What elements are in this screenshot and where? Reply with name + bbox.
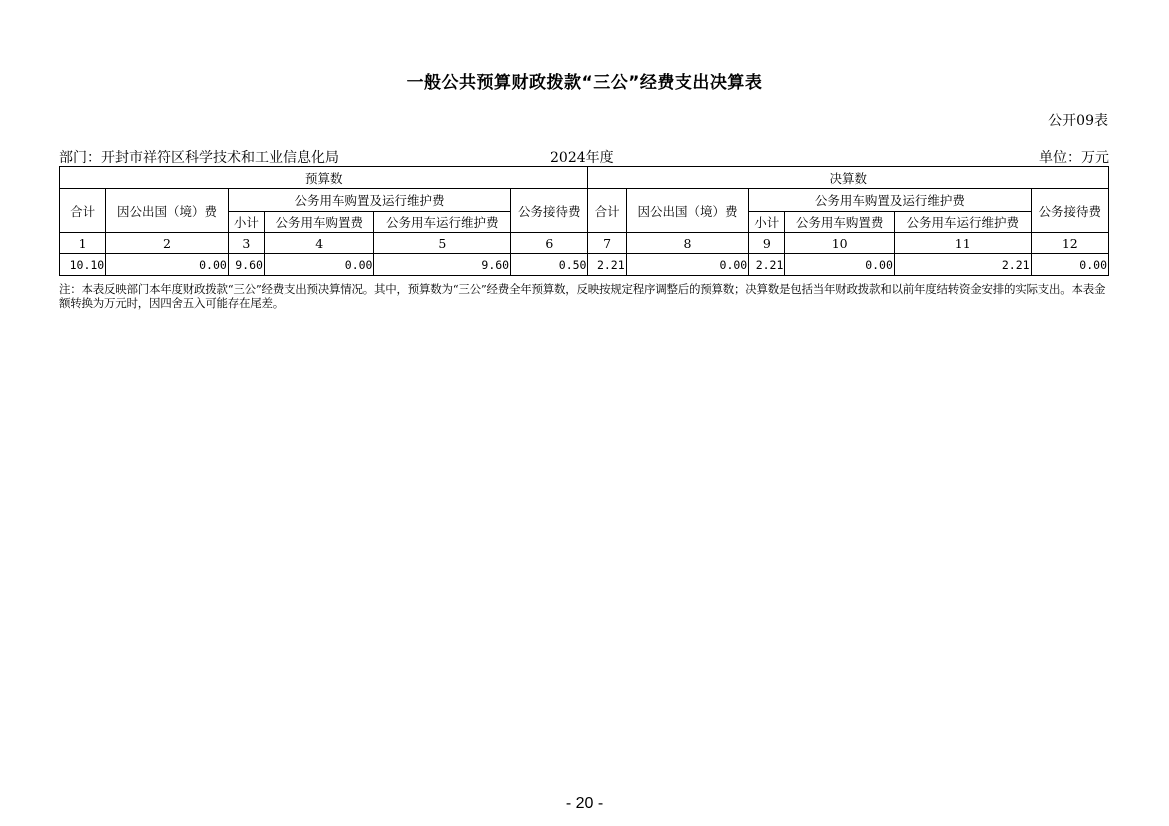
header-budget-abroad: 因公出国（境）费 xyxy=(106,189,229,233)
document-title: 一般公共预算财政拨款“三公”经费支出决算表 xyxy=(406,73,763,93)
header-budget-vehicle-purchase: 公务用车购置费 xyxy=(264,212,374,233)
value-final-vehicle-subtotal: 2.21 xyxy=(749,254,785,276)
value-budget-vehicle-operation: 9.60 xyxy=(374,254,511,276)
value-budget-reception: 0.50 xyxy=(511,254,588,276)
header-final-reception: 公务接待费 xyxy=(1031,189,1108,233)
footnote: 注：本表反映部门本年度财政拨款“三公”经费支出预决算情况。其中，预算数为“三公”经费全年预算数，反映按规定程序调整后的预算数；决算数是包括当年财政拨款和以前年度结转资金安排的实际支出。本表金额转换为万元时，因四舍五入可能存在尾差。 xyxy=(59,282,1106,310)
value-budget-vehicle-purchase: 0.00 xyxy=(264,254,374,276)
department-label: 部门：开封市祥符区科学技术和工业信息化局 xyxy=(59,150,339,166)
value-budget-vehicle-subtotal: 9.60 xyxy=(228,254,264,276)
page-number: - 20 - xyxy=(565,795,604,812)
header-row-columns xyxy=(60,189,1109,212)
header-final-vehicle-operation: 公务用车运行维护费 xyxy=(894,212,1031,233)
index-cell: 1 xyxy=(60,233,106,254)
value-final-vehicle-operation: 2.21 xyxy=(894,254,1031,276)
header-final-vehicle-group: 公务用车购置及运行维护费 xyxy=(749,189,1031,212)
index-cell: 9 xyxy=(749,233,785,254)
index-cell: 10 xyxy=(785,233,895,254)
index-cell: 5 xyxy=(374,233,511,254)
value-budget-abroad: 0.00 xyxy=(106,254,229,276)
value-row xyxy=(60,254,1109,276)
index-cell: 8 xyxy=(626,233,749,254)
header-budget-vehicle-operation: 公务用车运行维护费 xyxy=(374,212,511,233)
header-budget-reception: 公务接待费 xyxy=(511,189,588,233)
index-cell: 11 xyxy=(894,233,1031,254)
form-number: 公开09表 xyxy=(1048,113,1108,129)
value-budget-total: 10.10 xyxy=(60,254,106,276)
unit-label: 单位：万元 xyxy=(1039,150,1109,166)
index-row xyxy=(60,233,1109,254)
index-cell: 12 xyxy=(1031,233,1108,254)
header-budget-total: 合计 xyxy=(60,189,106,233)
value-final-reception: 0.00 xyxy=(1031,254,1108,276)
index-cell: 2 xyxy=(106,233,229,254)
header-final-total: 合计 xyxy=(588,189,626,233)
header-final-subtotal: 小计 xyxy=(749,212,785,233)
meta-row xyxy=(59,147,1109,165)
index-cell: 7 xyxy=(588,233,626,254)
header-budget-subtotal: 小计 xyxy=(228,212,264,233)
expenditure-table xyxy=(59,166,1109,276)
value-final-vehicle-purchase: 0.00 xyxy=(785,254,895,276)
value-final-total: 2.21 xyxy=(588,254,626,276)
header-budget-vehicle-group: 公务用车购置及运行维护费 xyxy=(228,189,510,212)
fiscal-year: 2024年度 xyxy=(550,150,614,166)
header-budget-group: 预算数 xyxy=(60,167,588,189)
header-final-vehicle-purchase: 公务用车购置费 xyxy=(785,212,895,233)
index-cell: 3 xyxy=(228,233,264,254)
header-row-group xyxy=(60,167,1109,189)
header-final-group: 决算数 xyxy=(588,167,1109,189)
index-cell: 4 xyxy=(264,233,374,254)
header-final-abroad: 因公出国（境）费 xyxy=(626,189,749,233)
value-final-abroad: 0.00 xyxy=(626,254,749,276)
index-cell: 6 xyxy=(511,233,588,254)
